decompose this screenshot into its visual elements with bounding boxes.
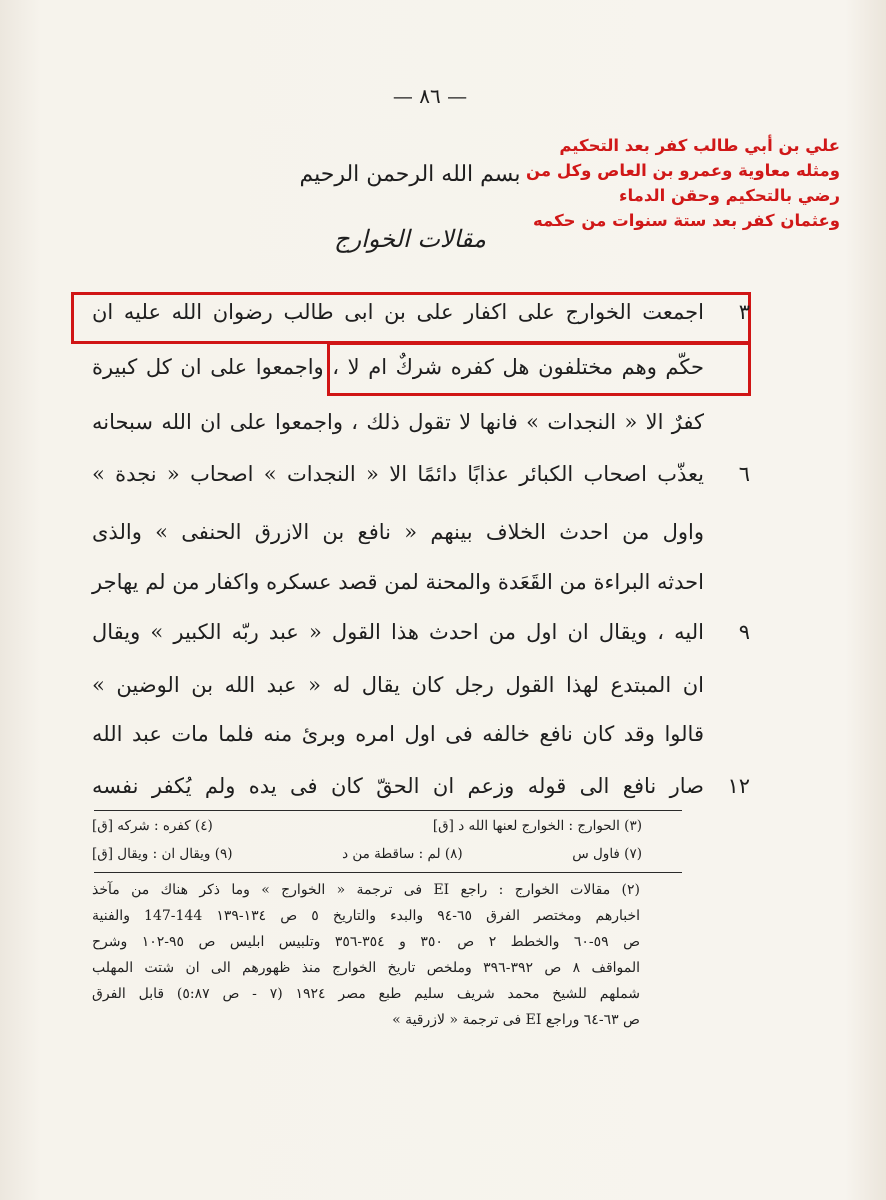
annotation-line: رضي بالتحكيم وحقن الدماء xyxy=(619,186,840,205)
variant-note: (٧) فاول س xyxy=(572,846,642,862)
section-title: مقالات الخوارج xyxy=(334,225,486,253)
footnote-line: شملهم للشيخ محمد شريف سليم طبع مصر ١٩٢٤ (٧ - ص ٥:٨٧) قابل الفرق xyxy=(92,986,640,1002)
line-number: ٣ xyxy=(738,300,750,324)
line-number: ٦ xyxy=(738,462,750,486)
text-line: احدثه البراءة من القَعَدة والمحنة لمن قصد عسكره واكفار من لم يهاجر xyxy=(92,570,704,594)
annotation-line: ومثله معاوية وعمرو بن العاص وكل من xyxy=(526,161,840,180)
footnote-divider xyxy=(94,810,682,811)
text-line: صار نافع الى قوله وزعم ان الحقّ كان فى يده ولم يُكفر نفسه xyxy=(92,774,704,798)
text-line: واول من احدث الخلاف بينهم « نافع بن الازرق الحنفى » والذى xyxy=(92,520,704,544)
footnote-line: اخبارهم ومختصر الفرق ٦٥-٩٤ والبدء والتاريخ ٥ ص ١٣٤-١٣٩ 144-147 والفنية xyxy=(92,908,641,924)
text-line: كفرٌ الا « النجدات » فانها لا تقول ذلك ، واجمعوا على ان الله سبحانه xyxy=(92,410,704,434)
text-line: اجمعت الخوارج على اكفار على بن ابى طالب رضوان الله عليه ان xyxy=(92,300,704,324)
annotation-line: علي بن أبي طالب كفر بعد التحكيم xyxy=(559,136,840,155)
text-line: قالوا وقد كان نافع خالفه فى اول امره وبرئ منه فلما مات عبد الله xyxy=(92,722,704,746)
text-line: اليه ، ويقال ان اول من احدث هذا القول « عبد ربّه الكبير » ويقال xyxy=(92,620,704,644)
text-line: ان المبتدع لهذا القول رجل كان يقال له « عبد الله بن الوضين » xyxy=(92,673,704,697)
footnote-line: ص ٦٣-٦٤ وراجع EI فى ترجمة « لازرقية » xyxy=(392,1012,640,1028)
line-number: ١٢ xyxy=(727,774,750,798)
variant-note: (٩) ويقال ان : ويقال [ق] xyxy=(92,846,233,862)
footnote-line: (٢) مقالات الخوارج : راجع EI فى ترجمة « الخوارج » وما ذكر هناك من مآخذ xyxy=(92,882,641,898)
variant-row xyxy=(92,846,642,862)
page-number: — ٨٦ — xyxy=(392,84,468,108)
footnote-line: ص ٥٩-٦٠ والخطط ٢ ص ٣٥٠ و ٣٥٤-٣٥٦ وتلبيس ابليس ص ٩٥-١٠٢ وشرح xyxy=(92,934,641,950)
red-annotation xyxy=(518,133,840,233)
variant-note: (٨) لم : ساقطة من د xyxy=(342,846,463,862)
annotation-line: وعثمان كفر بعد ستة سنوات من حكمه xyxy=(533,211,840,230)
variant-note: (٣) الحوارج : الخوارج لعنها الله د [ق] xyxy=(432,818,642,834)
footnote-line: المواقف ٨ ص ٣٩٢-٣٩٦ وملخص تاريخ الخوارج منذ ظهورهم الى ان شتت المهلب xyxy=(92,960,641,976)
basmala: بسم الله الرحمن الرحيم xyxy=(299,162,521,187)
text-line: يعذّب اصحاب الكبائر عذابًا دائمًا الا « النجدات » اصحاب « نجدة » xyxy=(92,462,704,486)
text-line: حكّم وهم مختلفون هل كفره شركٌ ام لا ، واجمعوا على ان كل كبيرة xyxy=(92,355,704,379)
variant-row xyxy=(92,818,642,834)
notes-divider xyxy=(94,872,682,873)
line-number: ٩ xyxy=(738,620,750,644)
variant-note: (٤) كفره : شركه [ق] xyxy=(92,818,213,834)
